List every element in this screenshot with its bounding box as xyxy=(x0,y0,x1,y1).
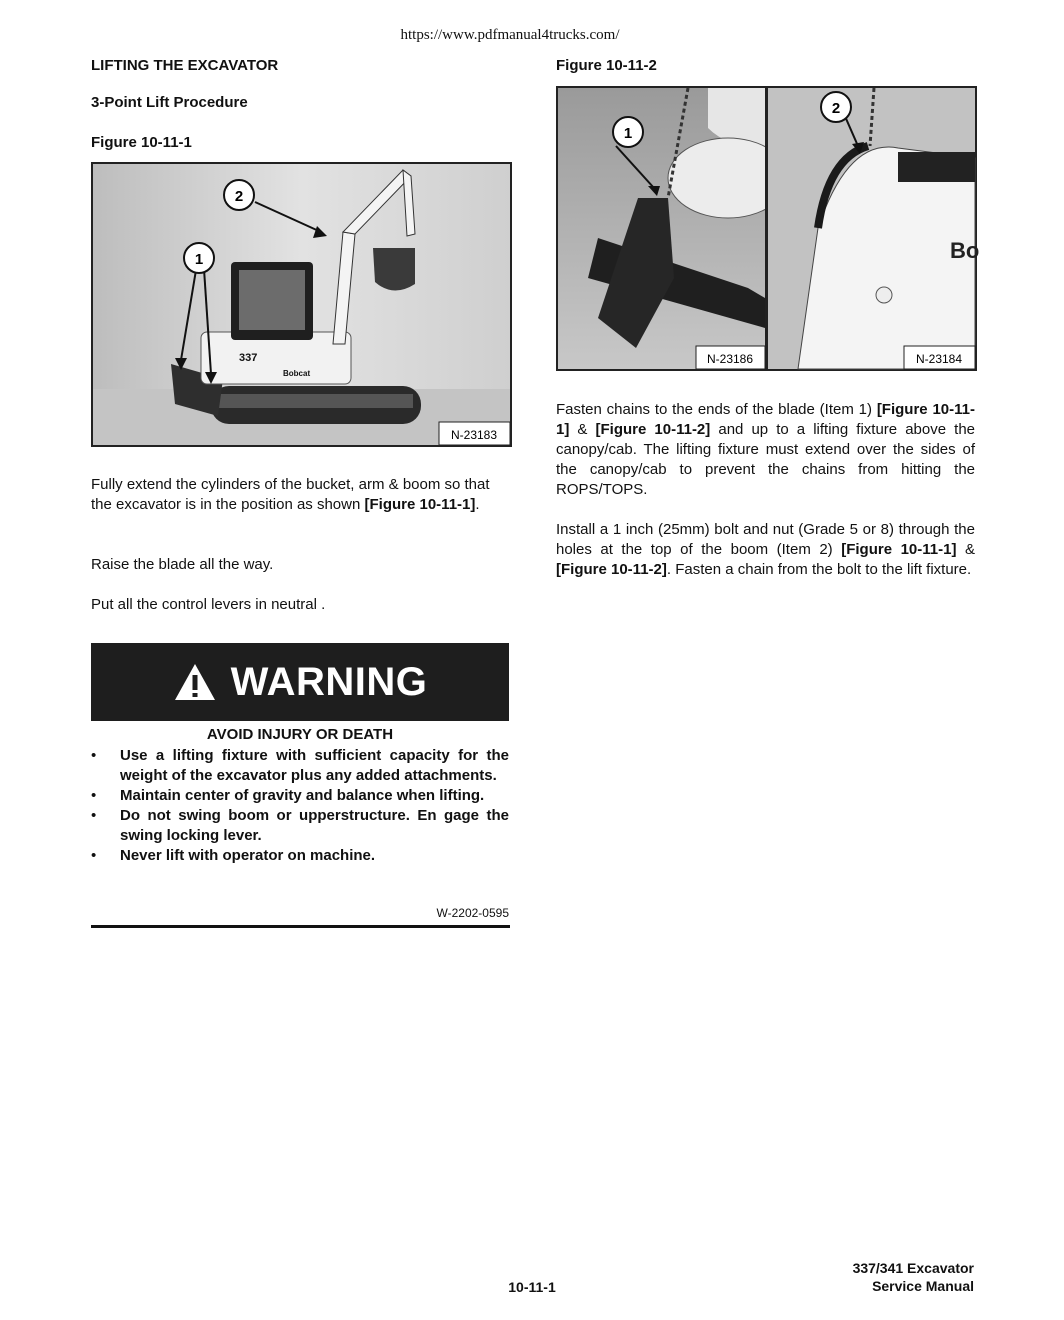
warning-list xyxy=(91,746,509,866)
brand-decal: Bo xyxy=(950,238,980,263)
brand-decal: Bobcat xyxy=(283,369,311,378)
figure-reference: [Figure 10-11-1] xyxy=(841,541,957,558)
figure-2-photo xyxy=(556,86,980,371)
warning-rule xyxy=(91,925,510,928)
svg-text:2: 2 xyxy=(234,188,244,205)
figure-reference: [Figure 10-11-1] xyxy=(556,401,975,438)
warning-item: • Use a lifting fixture with sufficient capacity for the weight of the excavator plus any added attachments. xyxy=(91,747,509,784)
page-number: 10-11-1 xyxy=(508,1279,556,1295)
paragraph-raise-blade: Raise the blade all the way. xyxy=(91,556,274,573)
figure-1-photo xyxy=(91,162,512,447)
warning-item: • Never lift with operator on machine. xyxy=(91,847,376,864)
figure-2-code-left: N-23186 xyxy=(706,352,754,366)
figure-reference: [Figure 10-11-1] xyxy=(364,496,476,513)
paragraph-install-bolt: Install a 1 inch (25mm) bolt and nut (Grade 5 or 8) through the holes at the top of the boom (Item 2) [Figure 10-11-1] & [Figure 10-11-2]. Fasten a chain from the bolt to the lift fixture. xyxy=(556,521,975,578)
warning-title: WARNING xyxy=(230,659,428,704)
figure-1-code: N-23183 xyxy=(450,428,498,442)
paragraph-fasten-chains: Fasten chains to the ends of the blade (Item 1) [Figure 10-11-1] & [Figure 10-11-2] and up to a lifting fixture above the canopy/cab. The lifting fixture must extend over the sides of the canopy/cab to prevent the chains from hitting the ROPS/TOPS. xyxy=(556,401,975,498)
warning-item: • Maintain center of gravity and balance when lifting. xyxy=(91,787,485,804)
procedure-subtitle: 3-Point Lift Procedure xyxy=(91,94,248,111)
warning-banner xyxy=(91,643,509,721)
svg-text:1: 1 xyxy=(194,251,204,268)
figure-2-code-right: N-23184 xyxy=(915,352,963,366)
manual-title: 337/341 Excavator Service Manual xyxy=(852,1260,974,1294)
warning-heading: AVOID INJURY OR DEATH xyxy=(206,726,394,743)
paragraph-extend-cylinders: Fully extend the cylinders of the bucket, arm & boom so that the excavator is in the position as shown [Figure 10-11-1]. xyxy=(91,476,490,513)
section-title: LIFTING THE EXCAVATOR xyxy=(91,57,279,74)
figure-2-caption: Figure 10-11-2 xyxy=(556,57,657,74)
figure-1-caption: Figure 10-11-1 xyxy=(91,134,192,151)
svg-text:1: 1 xyxy=(623,125,633,142)
model-decal: 337 xyxy=(239,352,258,364)
warning-item: • Do not swing boom or upperstructure. En gage the swing locking lever. xyxy=(91,807,509,844)
warning-triangle-icon xyxy=(173,662,217,702)
svg-text:2: 2 xyxy=(831,100,841,117)
figure-reference: [Figure 10-11-2] xyxy=(556,561,667,578)
source-url: https://www.pdfmanual4trucks.com/ xyxy=(400,27,620,43)
warning-code: W-2202-0595 xyxy=(436,906,509,920)
figure-reference: [Figure 10-11-2] xyxy=(595,421,711,438)
paragraph-control-levers: Put all the control levers in neutral . xyxy=(91,596,326,613)
